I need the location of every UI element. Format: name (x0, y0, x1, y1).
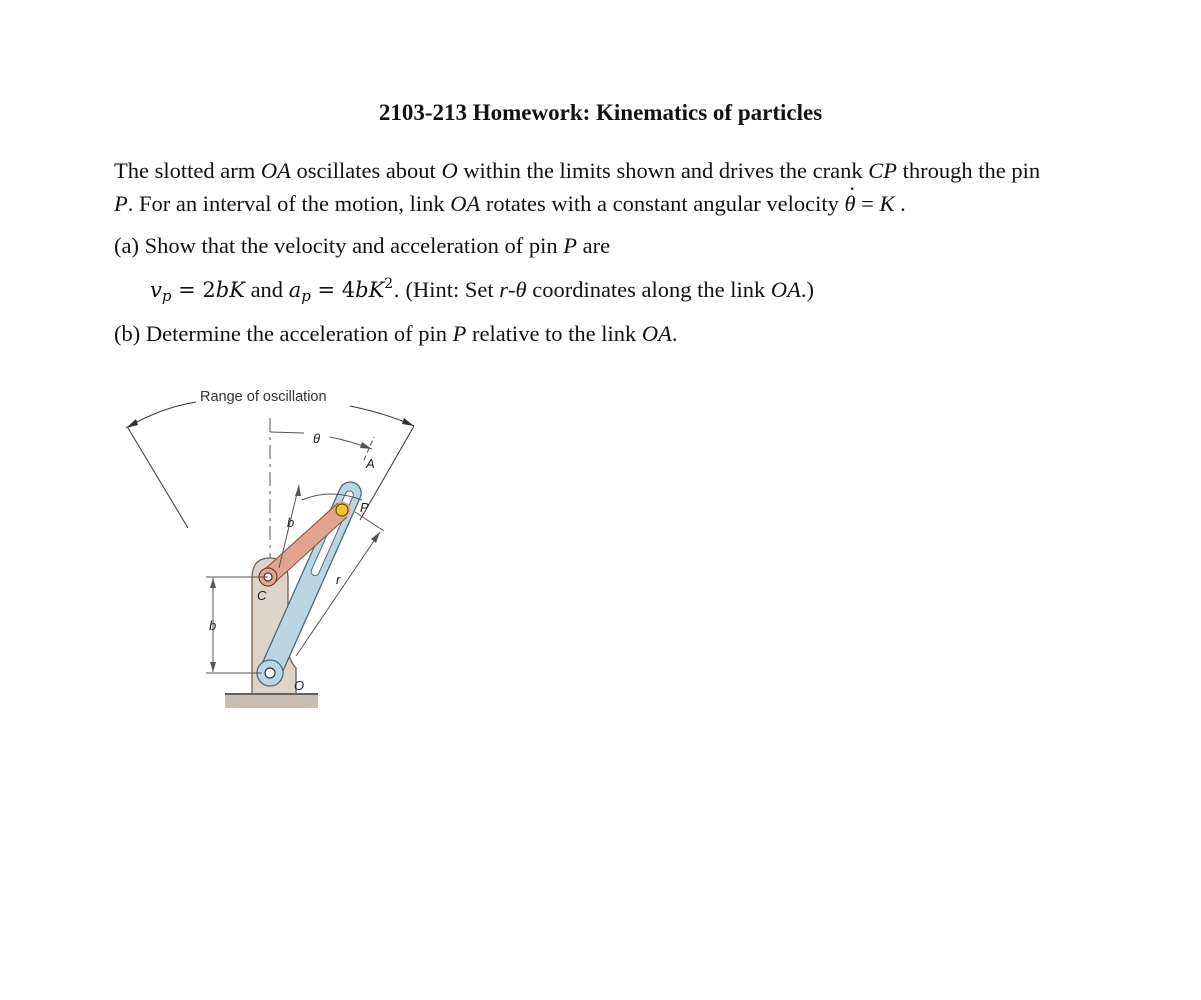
theta-reference-tick (270, 432, 304, 433)
r-label: r (336, 572, 341, 587)
label-a: A (366, 456, 375, 471)
theta-arrowhead (360, 442, 372, 449)
left-limit-line (128, 428, 188, 528)
b-arrow-bottom (210, 662, 216, 672)
range-arrowhead-right (402, 418, 414, 426)
crank-b-label: b (287, 515, 295, 530)
range-arrowhead-left (126, 419, 138, 428)
label-o: O (294, 678, 305, 693)
pin-p (336, 504, 348, 516)
label-c: C (257, 588, 267, 603)
range-label: Range of oscillation (200, 389, 327, 405)
r-arrowhead (371, 532, 380, 543)
b-side-label: b (209, 618, 217, 633)
label-p: P (360, 500, 369, 515)
ground (225, 694, 318, 708)
mechanism-figure (118, 382, 438, 722)
theta-label: θ (313, 431, 321, 446)
pivot-o-inner (265, 668, 275, 678)
page-title: 2103-213 Homework: Kinematics of particles (378, 100, 823, 125)
part-a-prompt: (a) Show that the velocity and acceleration of pin P are (114, 233, 611, 258)
problem-statement: The slotted arm OA oscillates about O within the limits shown and drives the crank CP through the pin P. For an interval of the motion, link OA rotates with a constant angular velocity θ · = K . (114, 154, 1124, 220)
part-b-prompt: (b) Determine the acceleration of pin P relative to the link OA. (114, 321, 678, 346)
crank-b-arrowhead (295, 485, 301, 496)
b-arrow-top (210, 578, 216, 588)
part-a-equation: $v_p = 2bK$ and $a_p = 4bK^2$. (Hint: Set r-θ coordinates along the link OA.) (150, 276, 815, 305)
